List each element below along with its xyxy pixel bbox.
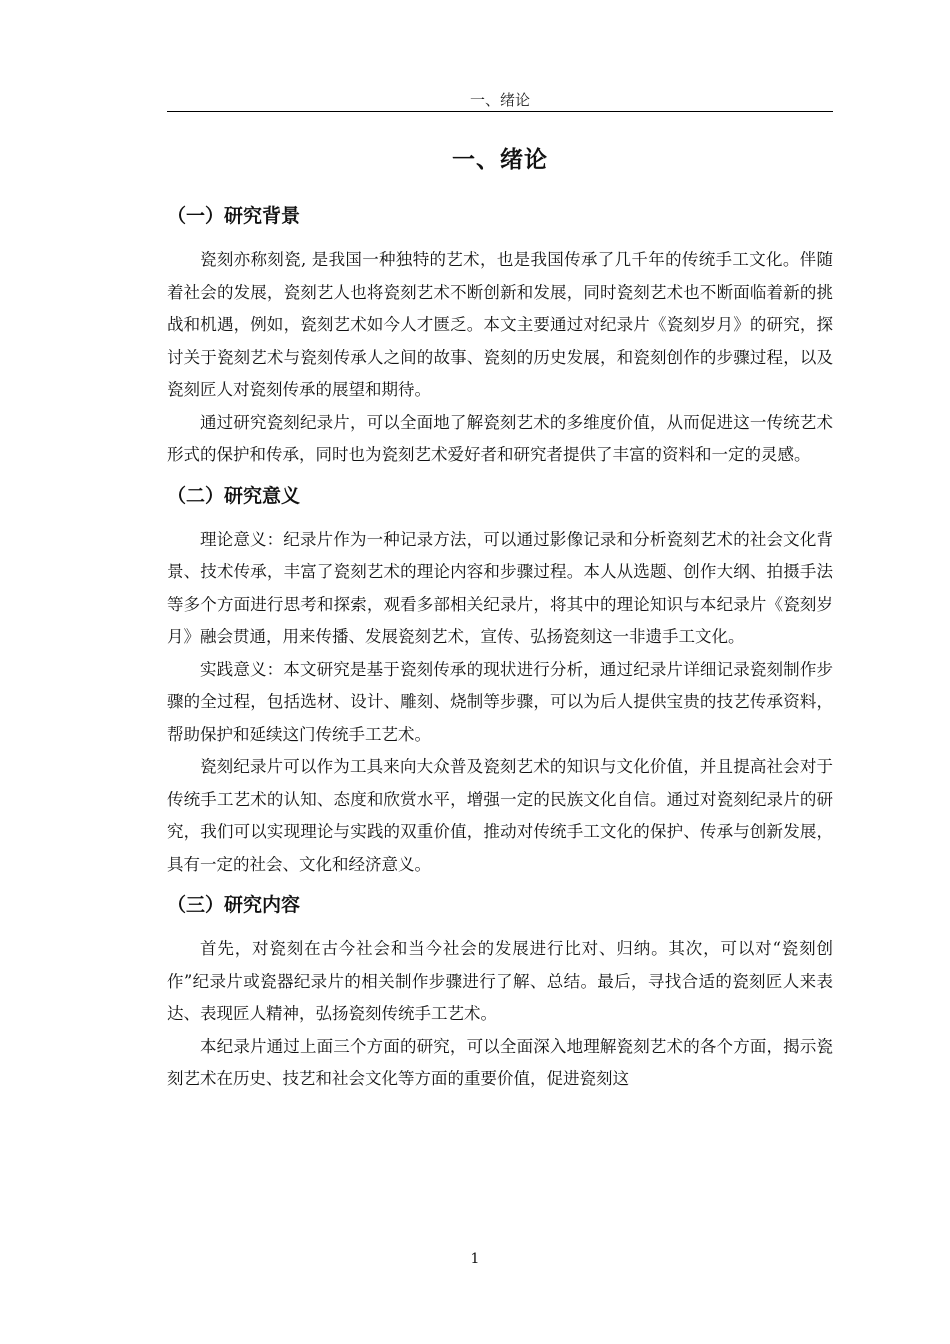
paragraph: 瓷刻纪录片可以作为工具来向大众普及瓷刻艺术的知识与文化价值，并且提高社会对于传统手工艺术的认知、态度和欣赏水平，增强一定的民族文化自信。通过对瓷刻纪录片的研究，我们可以实现理论与实践的双重价值，推动对传统手工文化的保护、传承与创新发展，具有一定的社会、文化和经济意义。 [167,757,833,874]
paragraph: 实践意义：本文研究是基于瓷刻传承的现状进行分析，通过纪录片详细记录瓷刻制作步骤的全过程，包括选材、设计、雕刻、烧制等步骤，可以为后人提供宝贵的技艺传承资料，帮助保护和延续这门传统手工艺术。 [167,659,833,744]
section-title-background: （一）研究背景 [167,205,301,227]
page-content [167,138,833,1096]
paragraph: 本纪录片通过上面三个方面的研究，可以全面深入地理解瓷刻艺术的各个方面，揭示瓷刻艺术在历史、技艺和社会文化等方面的重要价值，促进瓷刻这 [167,1036,833,1088]
section-title-significance: （二）研究意义 [167,484,301,507]
running-header: 一、绪论 [469,91,530,109]
paragraph: 理论意义：纪录片作为一种记录方法，可以通过影像记录和分析瓷刻艺术的社会文化背景、技术传承，丰富了瓷刻艺术的理论内容和步骤过程。本人从选题、创作大纲、拍摄手法等多个方面进行思考和探索，观看多部相关纪录片，将其中的理论知识与本纪录片《瓷刻岁月》融会贯通，用来传播、发展瓷刻艺术，宣传、弘扬瓷刻这一非遗手工文化。 [167,529,833,646]
header-rule [167,111,833,112]
page-number: 1 [470,1251,480,1267]
paragraph: 瓷刻亦称刻瓷, 是我国一种独特的艺术，也是我国传承了几千年的传统手工文化。伴随着社会的发展，瓷刻艺人也将瓷刻艺术不断创新和发展，同时瓷刻艺术也不断面临着新的挑战和机遇，例如，瓷刻艺术如今人才匮乏。本文主要通过对纪录片《瓷刻岁月》的研究，探讨关于瓷刻艺术与瓷刻传承人之间的故事、瓷刻的历史发展，和瓷刻创作的步骤过程，以及瓷刻匠人对瓷刻传承的展望和期待。 [167,250,833,399]
chapter-title: 一、绪论 [452,147,548,173]
paragraph: 首先，对瓷刻在古今社会和当今社会的发展进行比对、归纳。其次，可以对“瓷刻创作”纪录片或瓷器纪录片的相关制作步骤进行了解、总结。最后，寻找合适的瓷刻匠人来表达、表现匠人精神，弘扬瓷刻传统手工艺术。 [167,939,833,1023]
paragraph: 通过研究瓷刻纪录片，可以全面地了解瓷刻艺术的多维度价值，从而促进这一传统艺术形式的保护和传承，同时也为瓷刻艺术爱好者和研究者提供了丰富的资料和一定的灵感。 [167,412,833,464]
section-title-content: （三）研究内容 [167,894,301,916]
